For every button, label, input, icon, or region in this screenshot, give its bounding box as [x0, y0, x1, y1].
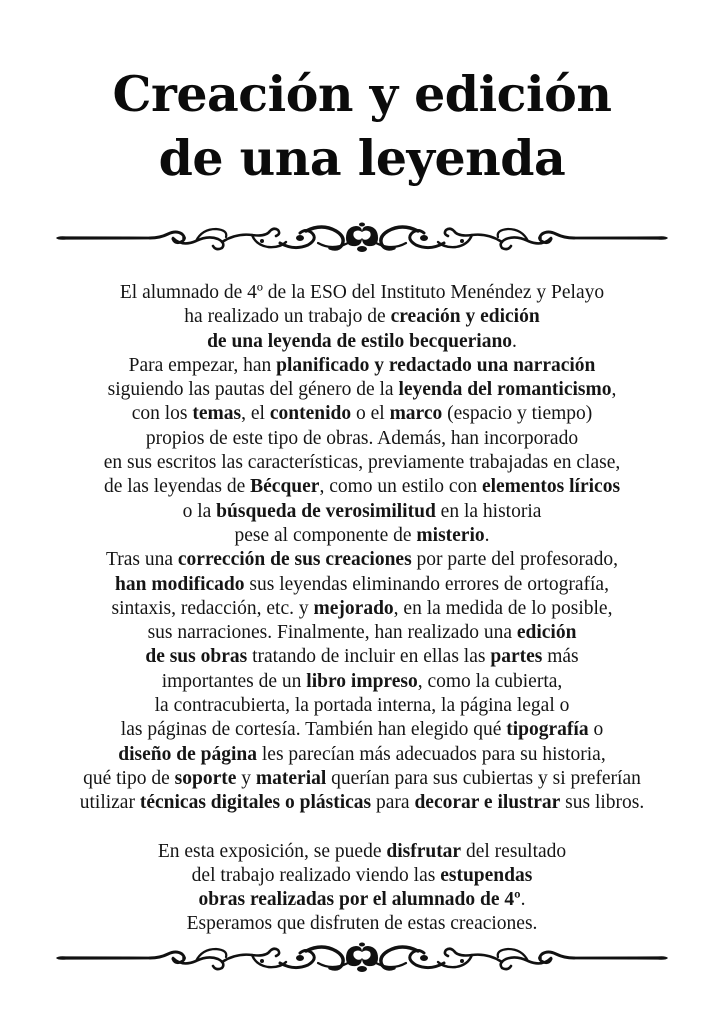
text-line — [0, 451, 724, 475]
text-segment: con los — [131, 403, 193, 425]
text-line — [0, 621, 724, 645]
text-segment: . — [520, 889, 526, 911]
text-line — [0, 524, 724, 548]
bold-text: búsqueda de verosimilitud — [216, 500, 436, 522]
text-segment: , como la cubierta, — [417, 670, 563, 692]
text-line — [0, 475, 724, 499]
text-line — [0, 743, 724, 767]
bold-text: mejorado — [313, 597, 394, 619]
bold-text: decorar e ilustrar — [414, 792, 561, 814]
text-segment: ha realizado un trabajo de — [184, 306, 391, 328]
bold-text: libro impreso — [306, 670, 418, 692]
text-segment: o el — [351, 403, 390, 425]
text-segment: sus leyendas eliminando errores de ortografía, — [244, 573, 609, 595]
text-segment: pese al componente de — [234, 524, 417, 546]
bold-text: corrección de sus creaciones — [177, 549, 412, 571]
bold-text: soporte — [174, 767, 237, 789]
text-segment: les parecían más adecuados para su historia, — [257, 743, 606, 765]
text-line — [0, 427, 724, 451]
text-line — [0, 597, 724, 621]
bold-text: disfrutar — [386, 840, 462, 862]
bold-text: tipografía — [506, 719, 589, 741]
text-segment: utilizar — [79, 792, 140, 814]
bold-text: edición — [516, 622, 577, 644]
text-segment: más — [542, 646, 579, 668]
ornamental-divider-bottom — [56, 941, 668, 975]
text-line — [0, 912, 724, 936]
bold-text: creación y edición — [390, 306, 540, 328]
paragraph-intro — [0, 281, 724, 816]
text-segment: (espacio y tiempo) — [442, 403, 593, 425]
text-line — [0, 378, 724, 402]
text-line — [0, 670, 724, 694]
bold-text: material — [255, 767, 327, 789]
text-segment: del trabajo realizado viendo las — [191, 864, 441, 886]
paragraph-closing — [0, 840, 724, 937]
text-line — [0, 888, 724, 912]
text-segment: sintaxis, redacción, etc. y — [111, 597, 314, 619]
bold-text: misterio — [416, 524, 485, 546]
text-segment: siguiendo las pautas del género de la — [107, 379, 399, 401]
bold-text: de una leyenda de estilo becqueriano — [207, 330, 513, 352]
bold-text: marco — [389, 403, 443, 425]
bold-text: planificado y redactado una narración — [276, 354, 596, 376]
text-segment: la contracubierta, la portada interna, la página legal o — [154, 695, 570, 717]
text-line — [0, 694, 724, 718]
text-line — [0, 330, 724, 354]
text-segment: , como un estilo con — [319, 476, 482, 498]
bold-text: elementos líricos — [481, 476, 621, 498]
text-line — [0, 791, 724, 815]
text-segment: El alumnado de 4º de la ESO del Instituto Menéndez y Pelayo — [119, 282, 605, 303]
bold-text: Bécquer — [250, 476, 320, 498]
title-line-2: de una leyenda — [158, 129, 566, 187]
text-segment: propios de este tipo de obras. Además, han incorporado — [145, 427, 579, 449]
bold-text: contenido — [269, 403, 352, 425]
text-segment: , — [611, 379, 617, 401]
text-line — [0, 402, 724, 426]
text-line — [0, 840, 724, 864]
text-segment: En esta exposición, se puede — [157, 840, 387, 862]
text-segment: en sus escritos las características, previamente trabajadas en clase, — [103, 452, 621, 474]
page-title — [0, 62, 724, 190]
text-segment: querían para sus cubiertas y si preferían — [326, 767, 641, 789]
text-segment: , el — [241, 403, 270, 425]
text-line — [0, 281, 724, 305]
bold-text: técnicas digitales o plásticas — [139, 792, 372, 814]
title-line-1: Creación y edición — [112, 65, 612, 123]
text-segment: en la historia — [435, 500, 542, 522]
bold-text: diseño de página — [118, 743, 257, 765]
text-line — [0, 864, 724, 888]
ornamental-divider-top — [56, 221, 668, 255]
text-segment: o — [588, 719, 604, 741]
text-segment: qué tipo de — [83, 767, 175, 789]
bold-text: temas — [192, 403, 242, 425]
text-line — [0, 767, 724, 791]
text-segment: o la — [182, 500, 217, 522]
text-segment: importantes de un — [161, 670, 307, 692]
text-line — [0, 573, 724, 597]
flourish-ornament — [56, 223, 668, 253]
flourish-ornament — [56, 943, 668, 973]
text-segment: , en la medida de lo posible, — [393, 597, 613, 619]
text-line — [0, 500, 724, 524]
text-segment: Esperamos que disfruten de estas creaciones. — [186, 913, 538, 935]
bold-text: han modificado — [115, 573, 245, 595]
text-segment: del resultado — [461, 840, 567, 862]
bold-text: partes — [490, 646, 543, 668]
text-segment: . — [512, 330, 517, 352]
bold-text: estupendas — [440, 864, 533, 886]
bold-text: obras realizadas por el alumnado de 4º — [198, 889, 521, 911]
text-segment: tratando de incluir en ellas las — [247, 646, 491, 668]
text-segment: Tras una — [106, 549, 178, 571]
text-line — [0, 305, 724, 329]
body-text — [0, 281, 724, 937]
text-line — [0, 645, 724, 669]
text-line — [0, 718, 724, 742]
bold-text: de sus obras — [145, 646, 248, 668]
bold-text: leyenda del romanticismo — [398, 379, 612, 401]
text-segment: Para empezar, han — [128, 354, 277, 376]
text-segment: las páginas de cortesía. También han elegido qué — [120, 719, 507, 741]
text-segment: por parte del profesorado, — [411, 549, 618, 571]
text-segment: sus libros. — [560, 792, 645, 814]
text-segment: de las leyendas de — [103, 476, 251, 498]
text-line — [0, 548, 724, 572]
text-segment: y — [236, 767, 256, 789]
text-segment: sus narraciones. Finalmente, han realizado una — [147, 622, 517, 644]
paragraph-gap — [0, 816, 724, 840]
text-line — [0, 354, 724, 378]
text-segment: para — [371, 792, 415, 814]
text-segment: . — [484, 524, 490, 546]
